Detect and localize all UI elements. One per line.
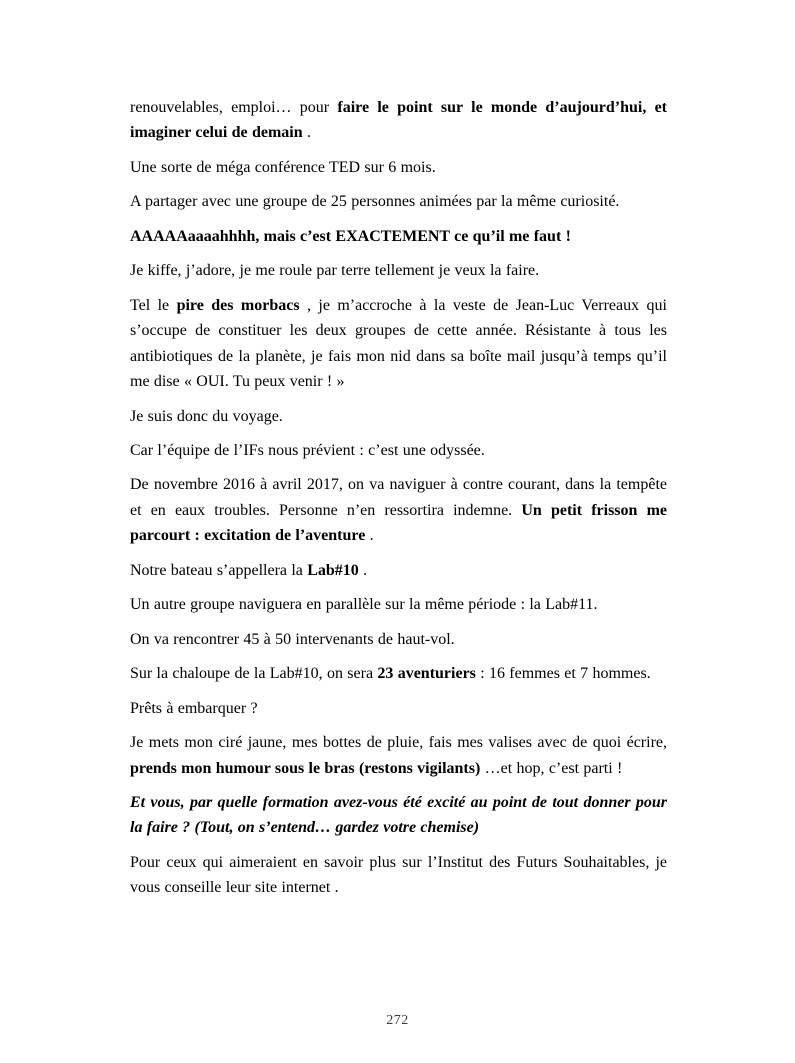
text-run: Un petit frisson me parcourt : excitation de l’aventure xyxy=(130,501,668,545)
paragraph xyxy=(130,224,667,249)
text-run: Notre bateau s’appellera la xyxy=(130,561,308,579)
paragraph xyxy=(130,730,667,781)
text-run: 23 aventuriers xyxy=(377,665,476,683)
text-run: Prêts à embarquer ? xyxy=(130,699,258,717)
text-run: Un autre groupe naviguera en parallèle sur la même période : la Lab#11. xyxy=(130,596,598,614)
text-run: : 16 femmes et 7 hommes. xyxy=(475,665,651,683)
text-run: …et hop, c’est parti ! xyxy=(480,759,623,777)
text-run: De novembre 2016 à avril 2017, on va naviguer à contre courant, dans la tempête et en eaux troubles. Personne n’en ressortira indemne. xyxy=(130,476,667,519)
text-run: pire des morbacs xyxy=(176,296,300,314)
paragraph xyxy=(130,155,667,180)
text-run: Je mets mon ciré jaune, mes bottes de pluie, fais mes valises avec de quoi écrire, xyxy=(130,734,667,752)
text-run: Je kiffe, j’adore, je me roule par terre tellement je veux la faire. xyxy=(130,262,540,280)
paragraph xyxy=(130,95,667,146)
paragraph xyxy=(130,404,667,429)
text-run: . xyxy=(365,527,374,545)
text-run: . xyxy=(302,124,311,142)
text-run: Une sorte de méga conférence TED sur 6 mois. xyxy=(130,158,436,176)
paragraph xyxy=(130,293,667,395)
paragraph xyxy=(130,790,667,841)
text-run: A partager avec une groupe de 25 personnes animées par la même curiosité. xyxy=(130,193,620,211)
text-run: Je suis donc du voyage. xyxy=(130,407,283,425)
paragraph xyxy=(130,258,667,283)
paragraph xyxy=(130,438,667,463)
text-block xyxy=(130,95,667,910)
paragraph xyxy=(130,850,667,901)
paragraph xyxy=(130,592,667,617)
page-number: 272 xyxy=(386,1013,409,1028)
text-run: prends mon humour sous le bras (restons vigilants) xyxy=(130,759,481,777)
text-run: faire le point sur le monde d’aujourd’hui, et imaginer celui de demain xyxy=(130,99,668,142)
text-run: renouvelables, emploi… pour xyxy=(130,99,338,116)
text-run: Lab#10 xyxy=(307,561,359,579)
paragraph xyxy=(130,558,667,583)
text-run: Car l’équipe de l’IFs nous prévient : c’est une odyssée. xyxy=(130,441,485,459)
paragraph xyxy=(130,627,667,652)
text-run: Pour ceux qui aimeraient en savoir plus sur l’Institut des Futurs Souhaitables, je vous conseille leur site internet . xyxy=(130,853,667,897)
paragraph xyxy=(130,661,667,686)
page-footer xyxy=(0,1011,795,1029)
paragraph xyxy=(130,696,667,721)
text-run: Sur la chaloupe de la Lab#10, on sera xyxy=(130,665,378,683)
text-run: Et vous, par quelle formation avez-vous été excité au point de tout donner pour la faire ? (Tout, on s’entend… gardez votre chemise) xyxy=(130,793,667,837)
text-run: Tel le xyxy=(130,296,177,314)
paragraph xyxy=(130,189,667,214)
text-run: AAAAAaaaahhhh, mais c’est EXACTEMENT ce qu’il me faut ! xyxy=(130,227,571,245)
paragraph xyxy=(130,472,667,548)
text-run: . xyxy=(358,561,368,579)
text-run: , je m’accroche à la veste de Jean-Luc Verreaux qui s’occupe de constituer les deux groupes de cette année. Résistante à tous les antibiotiques de la planète, je fais mon nid dans sa boîte mail jusqu’à temps qu’il me dise « OUI. Tu peux venir ! » xyxy=(130,296,667,391)
text-run: On va rencontrer 45 à 50 intervenants de haut-vol. xyxy=(130,630,455,648)
